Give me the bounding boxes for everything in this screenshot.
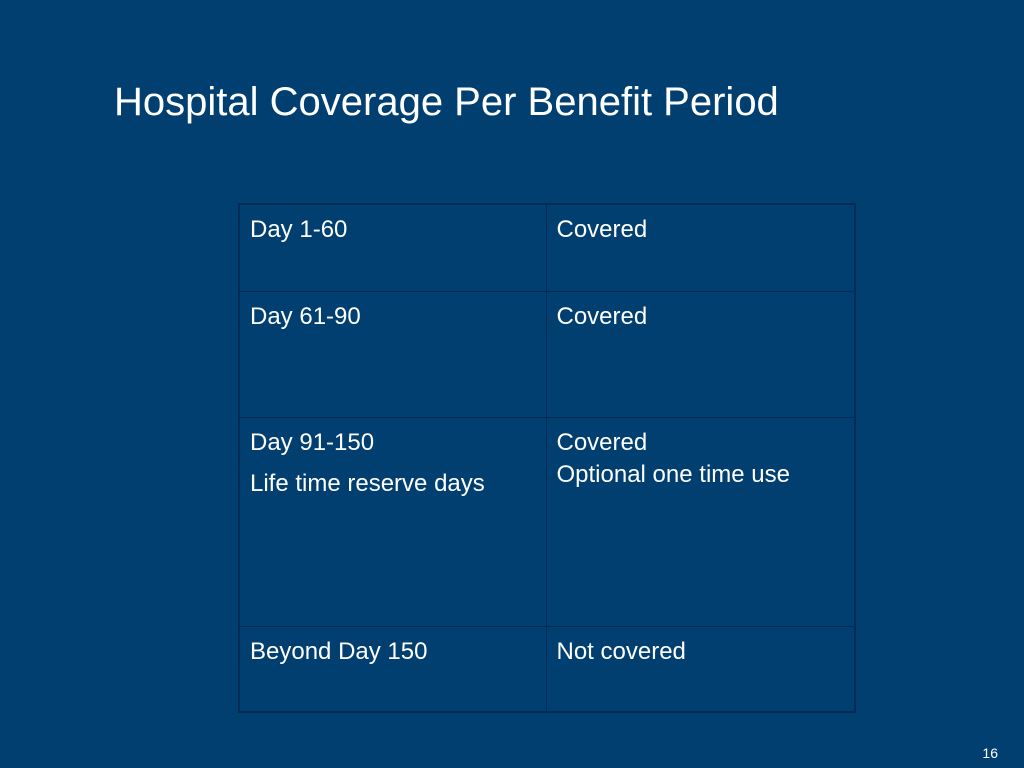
period-text: Beyond Day 150 — [250, 637, 428, 665]
table-row — [239, 204, 855, 291]
period-text: Day 91-150 — [250, 428, 375, 456]
coverage-text: Covered — [556, 216, 648, 243]
coverage-text: Covered — [556, 428, 648, 456]
period-subtext: Life time reserve days — [250, 469, 485, 497]
period-text: Day 61-90 — [250, 302, 361, 330]
table-row — [239, 291, 855, 417]
coverage-text: Covered — [556, 302, 648, 330]
coverage-cell — [546, 417, 855, 626]
coverage-table — [238, 203, 856, 713]
table-row — [239, 417, 855, 626]
coverage-cell — [546, 291, 855, 417]
period-cell — [239, 417, 546, 626]
coverage-subtext: Optional one time use — [556, 460, 790, 488]
coverage-cell — [546, 626, 855, 712]
period-cell — [239, 204, 546, 291]
slide-title: Hospital Coverage Per Benefit Period — [114, 80, 779, 124]
page-number: 16 — [982, 745, 998, 761]
coverage-text: Not covered — [556, 637, 686, 665]
table-row — [239, 626, 855, 712]
period-cell — [239, 626, 546, 712]
coverage-cell — [546, 204, 855, 291]
period-cell — [239, 291, 546, 417]
period-text: Day 1-60 — [250, 216, 348, 243]
